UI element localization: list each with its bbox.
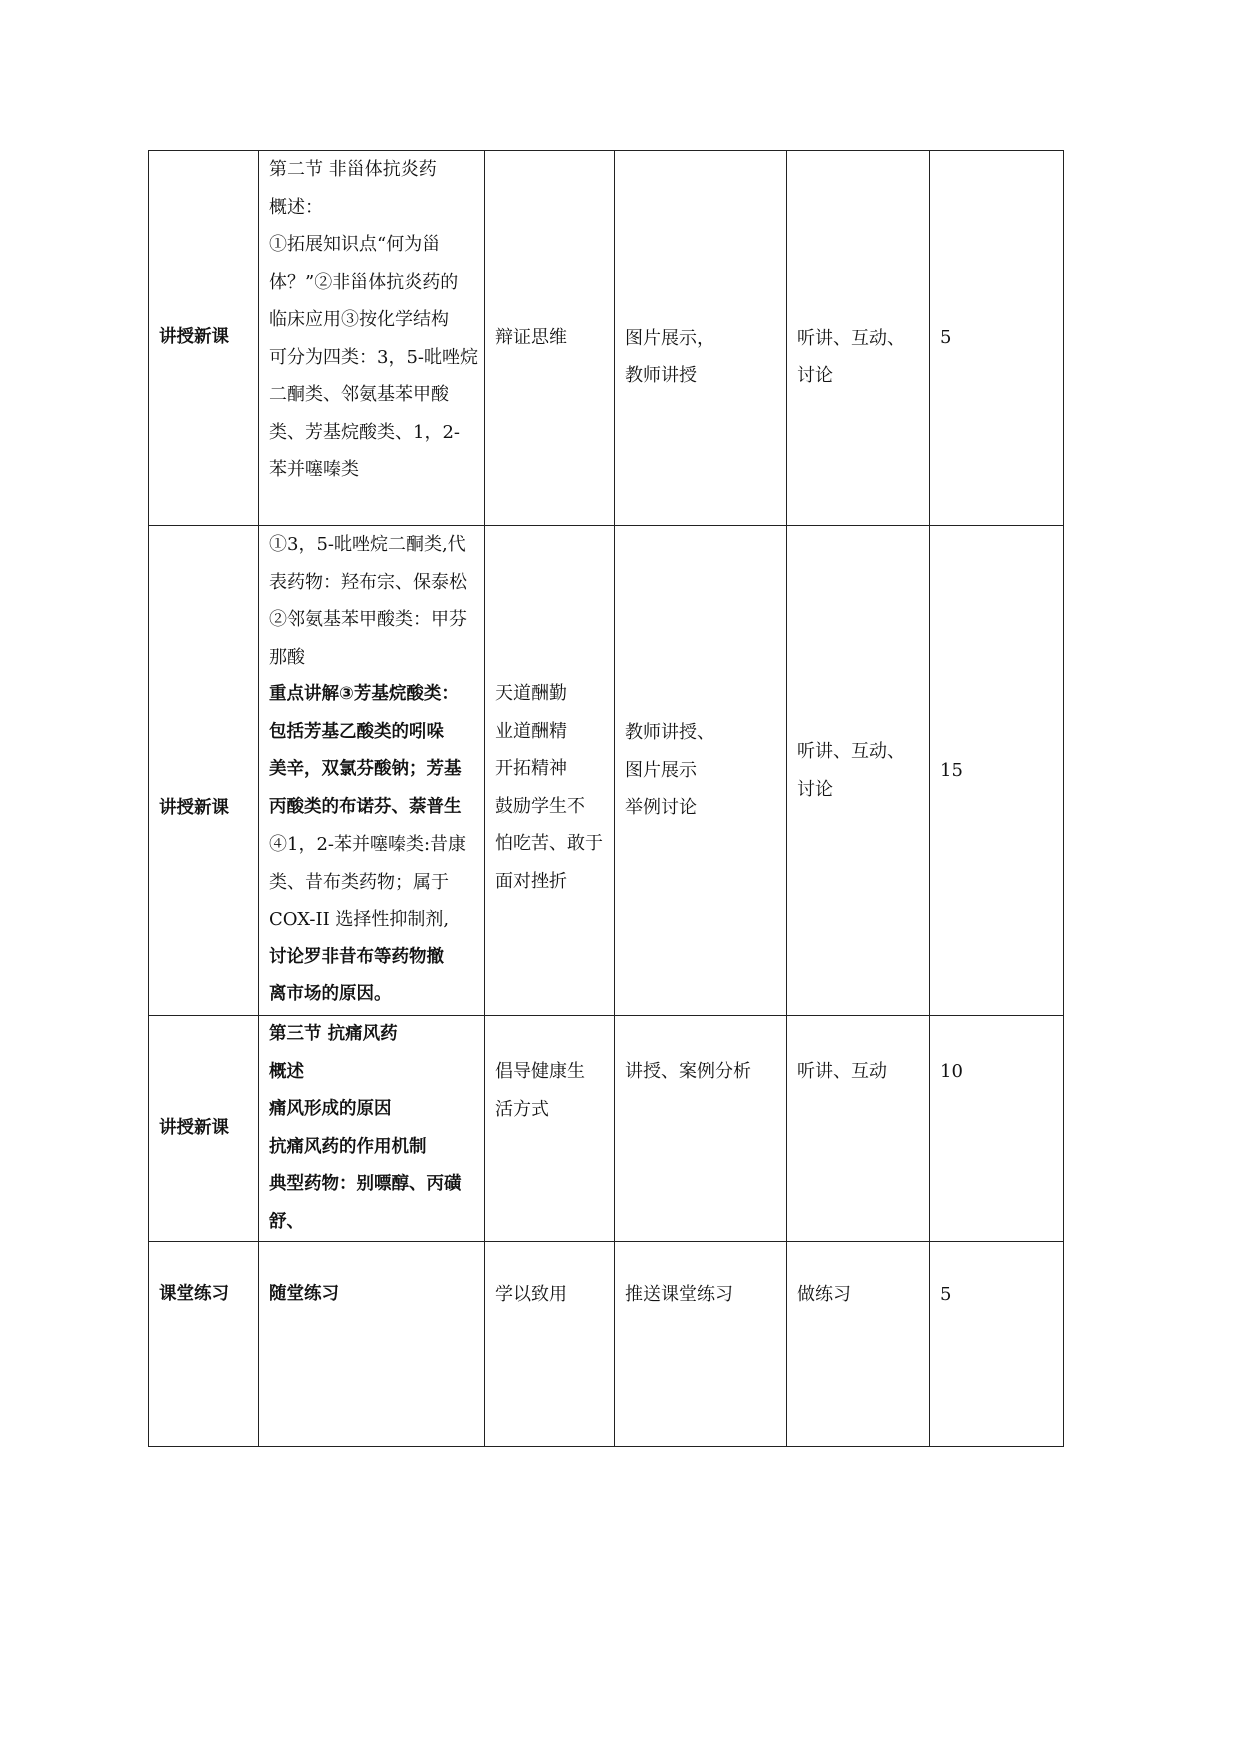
table-row xyxy=(149,1016,1064,1242)
content-line: 二酮类、邻氨基苯甲酸 xyxy=(269,384,449,405)
student-line: 听讲、互动 xyxy=(797,1061,887,1082)
content-line: 随堂练习 xyxy=(269,1284,339,1304)
content-line: ①拓展知识点“何为甾 xyxy=(269,234,441,255)
content-line: 典型药物：别嘌醇、丙磺 xyxy=(269,1174,462,1194)
student-line: 讨论 xyxy=(797,365,833,386)
time-cell: 15 xyxy=(930,526,1064,1016)
ideology-cell xyxy=(485,151,615,526)
content-line: 痛风形成的原因 xyxy=(269,1099,392,1119)
method-line: 讲授、案例分析 xyxy=(625,1061,751,1082)
method-cell xyxy=(615,526,787,1016)
content-line: 表药物：羟布宗、保泰松 xyxy=(269,571,467,593)
stage-cell: 讲授新课 xyxy=(149,1016,259,1242)
content-line: 讨论罗非昔布等药物撤 xyxy=(269,946,444,967)
time-cell xyxy=(930,1016,1064,1242)
ideology-line: 鼓励学生不 xyxy=(495,795,585,817)
content-cell xyxy=(259,1242,485,1447)
content-line: 临床应用③按化学结构 xyxy=(269,309,449,330)
content-line: 第三节 抗痛风药 xyxy=(269,1024,398,1044)
content-line: ①3，5-吡唑烷二酮类,代 xyxy=(269,534,466,555)
student-line: 做练习 xyxy=(797,1284,851,1305)
method-line: 推送课堂练习 xyxy=(625,1284,733,1305)
content-cell xyxy=(259,151,485,526)
ideology-line: 学以致用 xyxy=(495,1284,567,1305)
content-line: 苯并噻嗪类 xyxy=(269,459,359,480)
content-line: 包括芳基乙酸类的吲哚 xyxy=(269,721,444,742)
content-line: 概述 xyxy=(269,1061,304,1082)
content-line: COX-II 选择性抑制剂, xyxy=(269,909,450,930)
student-activity-cell xyxy=(787,526,930,1016)
stage-cell: 讲授新课 xyxy=(149,526,259,1016)
lesson-plan-table xyxy=(148,150,1064,1447)
ideology-line: 辩证思维 xyxy=(495,327,567,349)
content-line: 舒、 xyxy=(269,1211,304,1232)
method-line: 教师讲授 xyxy=(625,365,697,386)
content-line: ②邻氨基苯甲酸类：甲芬 xyxy=(269,609,467,630)
content-line: 重点讲解③芳基烷酸类： xyxy=(269,684,459,704)
content-cell xyxy=(259,1016,485,1242)
method-cell xyxy=(615,1242,787,1447)
student-activity-cell xyxy=(787,1242,930,1447)
ideology-line: 倡导健康生 xyxy=(495,1061,585,1082)
ideology-line: 天道酬勤 xyxy=(495,683,567,704)
ideology-cell xyxy=(485,526,615,1016)
table-row xyxy=(149,1242,1064,1447)
stage-cell xyxy=(149,1242,259,1447)
ideology-line: 业道酬精 xyxy=(495,720,567,742)
student-line: 讨论 xyxy=(797,778,833,800)
stage-cell: 讲授新课 xyxy=(149,151,259,526)
time-value: 5 xyxy=(940,1284,952,1305)
time-cell: 5 xyxy=(930,151,1064,526)
table-row xyxy=(149,151,1064,526)
student-line: 听讲、互动、 xyxy=(797,741,905,762)
content-line: 离市场的原因。 xyxy=(269,984,392,1004)
content-line: 类、昔布类药物；属于 xyxy=(269,871,449,893)
ideology-line: 活方式 xyxy=(495,1098,549,1120)
content-line: 美辛，双氯芬酸钠；芳基 xyxy=(269,759,462,779)
method-line: 图片展示， xyxy=(625,327,715,349)
method-line: 教师讲授、 xyxy=(625,722,715,744)
method-cell xyxy=(615,1016,787,1242)
time-value: 10 xyxy=(940,1061,963,1082)
time-cell xyxy=(930,1242,1064,1447)
content-line: 可分为四类：3，5-吡唑烷 xyxy=(269,346,478,368)
content-line: 那酸 xyxy=(269,646,305,668)
student-activity-cell xyxy=(787,151,930,526)
content-line: 第二节 非甾体抗炎药 xyxy=(269,159,437,180)
content-line: 概述： xyxy=(269,196,323,218)
ideology-cell xyxy=(485,1016,615,1242)
method-line: 举例讨论 xyxy=(625,797,697,819)
content-cell xyxy=(259,526,485,1016)
method-line: 图片展示 xyxy=(625,759,697,781)
method-cell xyxy=(615,151,787,526)
ideology-line: 开拓精神 xyxy=(495,758,567,779)
content-line: 体？”②非甾体抗炎药的 xyxy=(269,271,459,293)
ideology-cell xyxy=(485,1242,615,1447)
table-row xyxy=(149,526,1064,1016)
ideology-line: 面对挫折 xyxy=(495,870,567,892)
student-line: 听讲、互动、 xyxy=(797,327,905,349)
student-activity-cell xyxy=(787,1016,930,1242)
content-line: 丙酸类的布诺芬、萘普生 xyxy=(269,796,462,817)
content-line: ④1，2-苯并噻嗪类:昔康 xyxy=(269,834,467,855)
content-line: 类、芳基烷酸类、1，2- xyxy=(269,421,460,443)
stage-label: 课堂练习 xyxy=(159,1284,229,1304)
ideology-line: 怕吃苦、敢于 xyxy=(495,833,603,854)
content-line: 抗痛风药的作用机制 xyxy=(269,1136,427,1157)
